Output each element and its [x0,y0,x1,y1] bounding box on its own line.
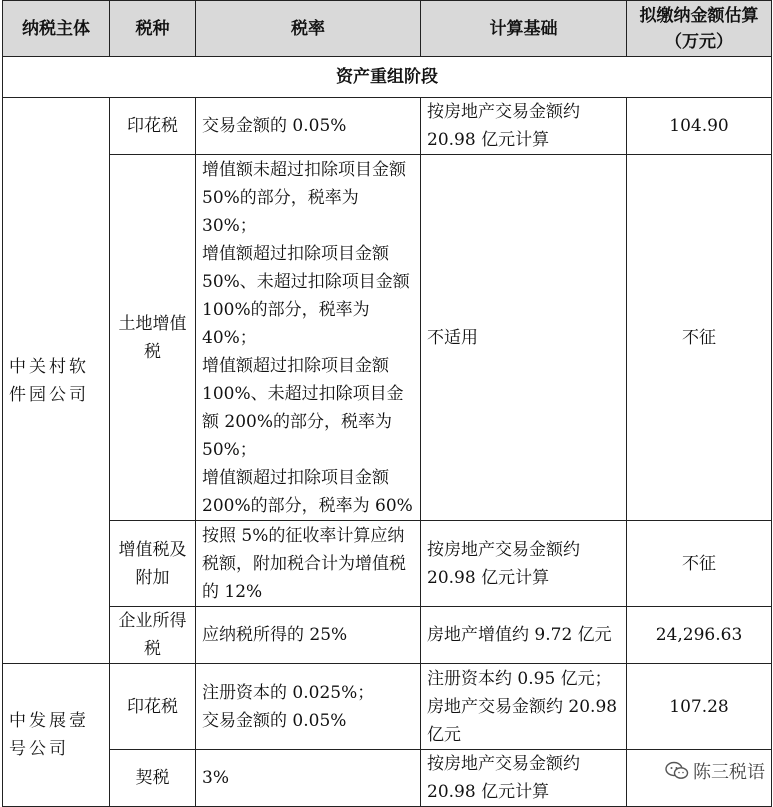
rate-cell: 3% [196,750,421,807]
basis-cell: 不适用 [421,155,627,521]
header-estimate: 拟缴纳金额估算（万元） [627,1,772,57]
rate-cell: 按照 5%的征收率计算应纳税额，附加税合计为增值税的 12% [196,521,421,607]
rate-line: 增值额超过扣除项目金额 100%、未超过扣除项目金额 200%的部分，税率为 50%； [202,355,404,460]
tax-type-cell: 印花税 [110,664,196,750]
table-row [3,521,772,607]
watermark [663,758,767,784]
basis-cell: 按房地产交易金额约 20.98 亿元计算 [421,750,627,807]
rate-cell: 交易金额的 0.05% [196,98,421,155]
table-row [3,607,772,664]
tax-type-cell: 契税 [110,750,196,807]
table-row [3,155,772,521]
watermark-text: 陈三税语 [693,762,765,783]
rate-line: 注册资本的 0.025%； [202,682,375,703]
rate-line: 增值额超过扣除项目金额 200%的部分，税率为 60% [202,467,413,516]
rate-cell [196,664,421,750]
tax-type-cell: 企业所得税 [110,607,196,664]
basis-cell: 房地产增值约 9.72 亿元 [421,607,627,664]
entity-cell: 中关村软件园公司 [3,98,110,664]
entity-cell: 中发展壹号公司 [3,664,110,807]
header-taxpayer: 纳税主体 [3,1,110,57]
amount-cell: 不征 [627,521,772,607]
tax-table [2,0,772,807]
basis-cell: 按房地产交易金额约 20.98 亿元计算 [421,98,627,155]
amount-cell: 24,296.63 [627,607,772,664]
tax-type-cell: 增值税及附加 [110,521,196,607]
header-tax-type: 税种 [110,1,196,57]
table-row [3,750,772,807]
header-basis: 计算基础 [421,1,627,57]
section-row [3,57,772,98]
tax-type-cell: 印花税 [110,98,196,155]
wechat-icon [665,761,689,781]
rate-cell [196,155,421,521]
rate-line: 增值额未超过扣除项目金额 50%的部分，税率为 30%； [202,159,406,236]
amount-cell: 104.90 [627,98,772,155]
rate-line: 增值额超过扣除项目金额 50%、未超过扣除项目金额 100%的部分，税率为 40%； [202,243,410,348]
table-row [3,664,772,750]
basis-cell: 注册资本约 0.95 亿元；房地产交易金额约 20.98 亿元 [421,664,627,750]
rate-cell: 应纳税所得的 25% [196,607,421,664]
section-title: 资产重组阶段 [3,57,772,98]
header-tax-rate: 税率 [196,1,421,57]
table-row [3,98,772,155]
amount-cell: 不征 [627,155,772,521]
rate-line: 交易金额的 0.05% [202,710,347,731]
basis-cell: 按房地产交易金额约 20.98 亿元计算 [421,521,627,607]
tax-type-cell: 土地增值税 [110,155,196,521]
amount-cell: 107.28 [627,664,772,750]
